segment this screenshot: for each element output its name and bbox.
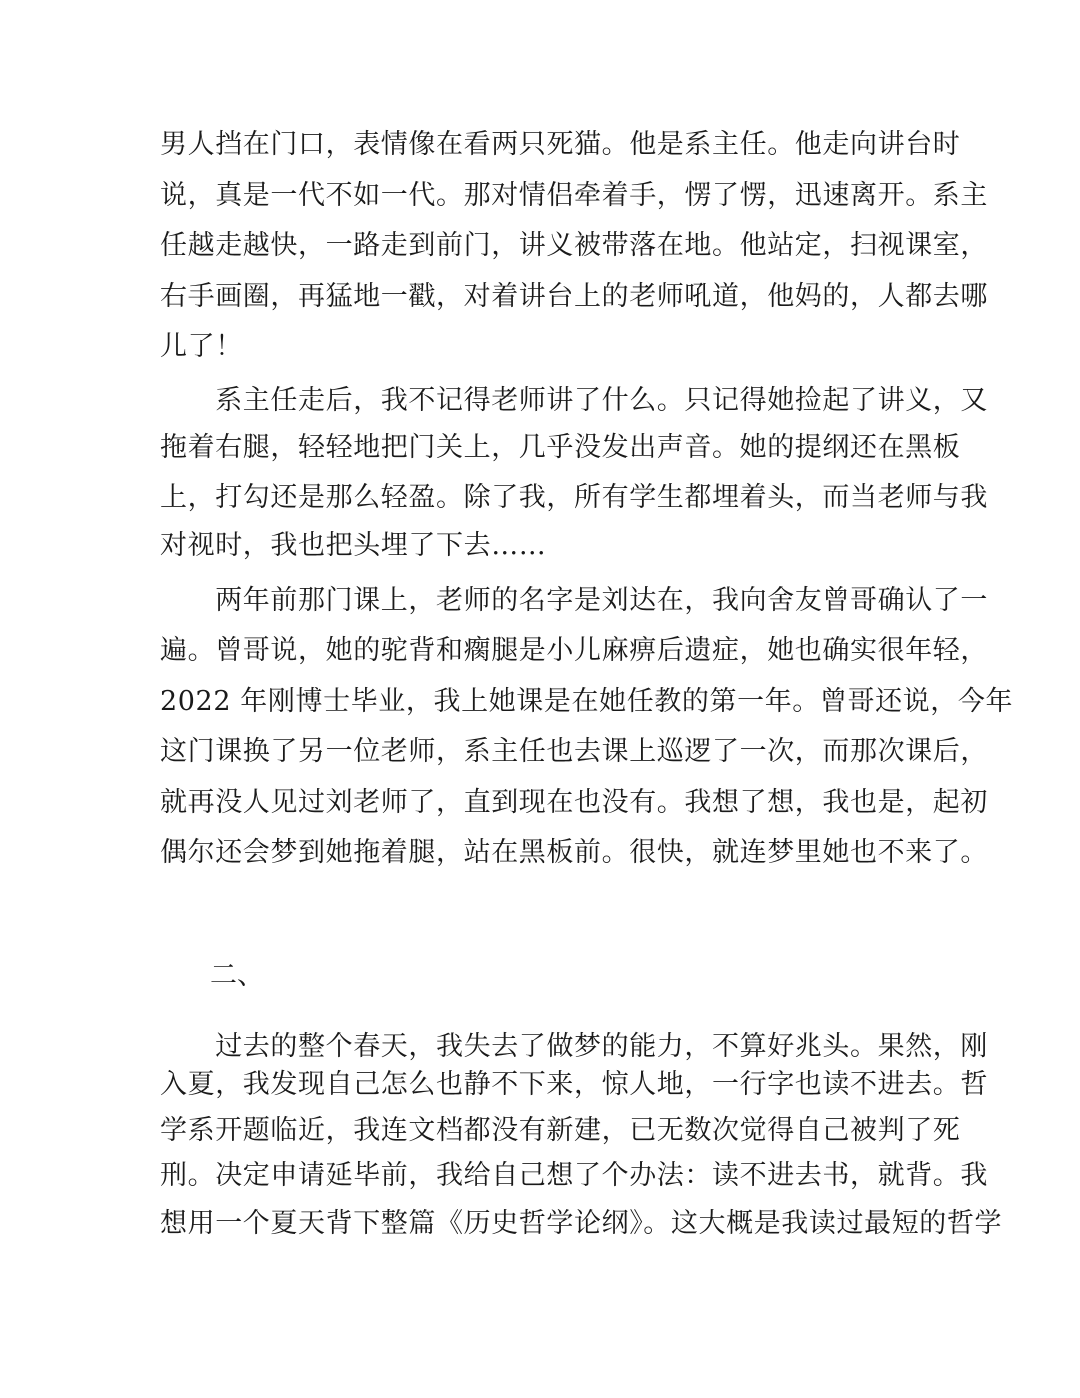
text-line: 学系开题临近，我连文档都没有新建，已无数次觉得自己被判了死 xyxy=(160,1115,961,1146)
text-line: 过去的整个春天，我失去了做梦的能力，不算好兆头。果然，刚 xyxy=(160,1031,988,1062)
text-line: 两年前那门课上，老师的名字是刘达在，我向舍友曾哥确认了一 xyxy=(160,585,988,616)
text-line: 2022 年刚博士毕业，我上她课是在她任教的第一年。曾哥还说，今年 xyxy=(160,686,1014,717)
text-line: 刑。决定申请延毕前，我给自己想了个办法：读不进去书，就背。我 xyxy=(160,1160,988,1191)
text-line: 说，真是一代不如一代。那对情侣牵着手，愣了愣，迅速离开。系主 xyxy=(160,180,988,211)
text-line: 入夏，我发现自己怎么也静不下来，惊人地，一行字也读不进去。哲 xyxy=(160,1069,988,1100)
text-line: 拖着右腿，轻轻地把门关上，几乎没发出声音。她的提纲还在黑板 xyxy=(160,432,961,463)
text-line: 偶尔还会梦到她拖着腿，站在黑板前。很快，就连梦里她也不来了。 xyxy=(160,837,988,868)
text-line: 想用一个夏天背下整篇《历史哲学论纲》。这大概是我读过最短的哲学 xyxy=(160,1208,1003,1239)
text-line: 遍。曾哥说，她的驼背和瘸腿是小儿麻痹后遗症，她也确实很年轻， xyxy=(160,635,988,666)
text-line: 儿了！ xyxy=(160,331,243,362)
text-line: 男人挡在门口，表情像在看两只死猫。他是系主任。他走向讲台时 xyxy=(160,129,961,160)
text-line: 任越走越快，一路走到前门，讲义被带落在地。他站定，扫视课室， xyxy=(160,230,988,261)
text-line: 对视时，我也把头埋了下去…… xyxy=(160,530,547,561)
section-heading: 二、 xyxy=(210,960,264,991)
text-line: 这门课换了另一位老师，系主任也去课上巡逻了一次，而那次课后， xyxy=(160,736,988,767)
text-line: 就再没人见过刘老师了，直到现在也没有。我想了想，我也是，起初 xyxy=(160,787,988,818)
text-line: 系主任走后，我不记得老师讲了什么。只记得她捡起了讲义，又 xyxy=(160,385,988,416)
text-line: 上，打勾还是那么轻盈。除了我，所有学生都埋着头，而当老师与我 xyxy=(160,482,988,513)
text-line: 右手画圈，再猛地一戳，对着讲台上的老师吼道，他妈的，人都去哪 xyxy=(160,281,988,312)
